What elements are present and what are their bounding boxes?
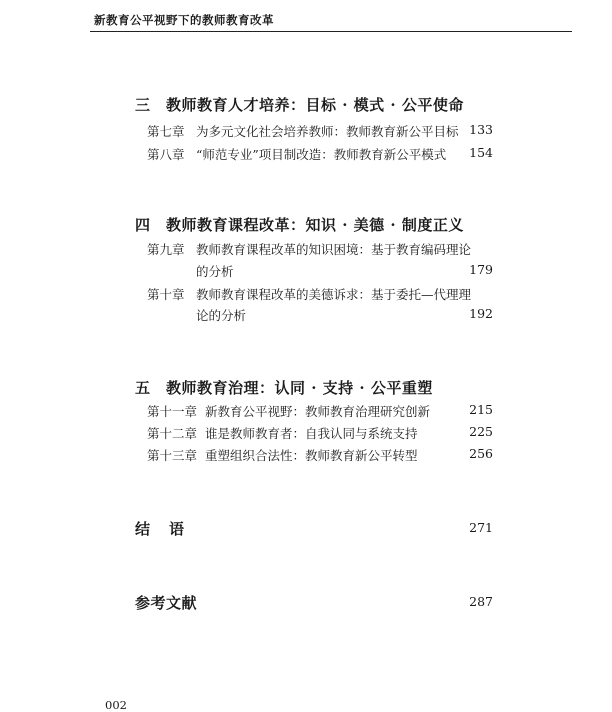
chapter-13-number: 第十三章 — [147, 448, 198, 463]
chapter-12-number: 第十二章 — [147, 426, 198, 441]
chapter-11-number: 第十一章 — [147, 404, 198, 419]
running-head: 新教育公平视野下的教师教育改革 — [94, 13, 274, 27]
chapter-7-number: 第七章 — [147, 124, 185, 139]
chapter-9-number: 第九章 — [147, 242, 185, 257]
chapter-9-page: 179 — [469, 262, 493, 277]
part-three-title[interactable]: 三 教师教育人才培养：目标 · 模式 · 公平使命 — [135, 96, 464, 114]
chapter-8-number: 第八章 — [147, 147, 185, 162]
chapter-13-page: 256 — [469, 446, 493, 461]
part-five-title[interactable]: 五 教师教育治理：认同 · 支持 · 公平重塑 — [135, 379, 433, 397]
chapter-13-title[interactable]: 重塑组织合法性：教师教育新公平转型 — [205, 448, 418, 463]
conclusion-page: 271 — [469, 520, 493, 535]
chapter-12-page: 225 — [469, 424, 493, 439]
chapter-8-page: 154 — [469, 145, 493, 160]
references-title[interactable]: 参考文献 — [135, 594, 198, 612]
chapter-11-title[interactable]: 新教育公平视野：教师教育治理研究创新 — [205, 404, 431, 419]
chapter-10-number: 第十章 — [147, 287, 185, 302]
chapter-8-title[interactable]: “师范专业”项目制改造：教师教育新公平模式 — [196, 147, 447, 162]
page-number: 002 — [105, 698, 127, 712]
chapter-11-page: 215 — [469, 402, 493, 417]
part-four-title[interactable]: 四 教师教育课程改革：知识 · 美德 · 制度正义 — [135, 216, 464, 234]
chapter-12-title[interactable]: 谁是教师教育者：自我认同与系统支持 — [205, 426, 418, 441]
chapter-10-title-continuation[interactable]: 论的分析 — [196, 308, 247, 323]
chapter-9-title-continuation[interactable]: 的分析 — [196, 264, 234, 279]
chapter-7-title[interactable]: 为多元文化社会培养教师：教师教育新公平目标 — [196, 124, 459, 139]
chapter-7-page: 133 — [469, 122, 493, 137]
chapter-10-title[interactable]: 教师教育课程改革的美德诉求：基于委托—代理理 — [196, 287, 472, 302]
chapter-9-title[interactable]: 教师教育课程改革的知识困境：基于教育编码理论 — [196, 242, 472, 257]
conclusion-title[interactable]: 结 语 — [135, 520, 187, 538]
header-rule — [90, 31, 572, 32]
chapter-10-page: 192 — [469, 306, 493, 321]
references-page: 287 — [469, 594, 493, 609]
